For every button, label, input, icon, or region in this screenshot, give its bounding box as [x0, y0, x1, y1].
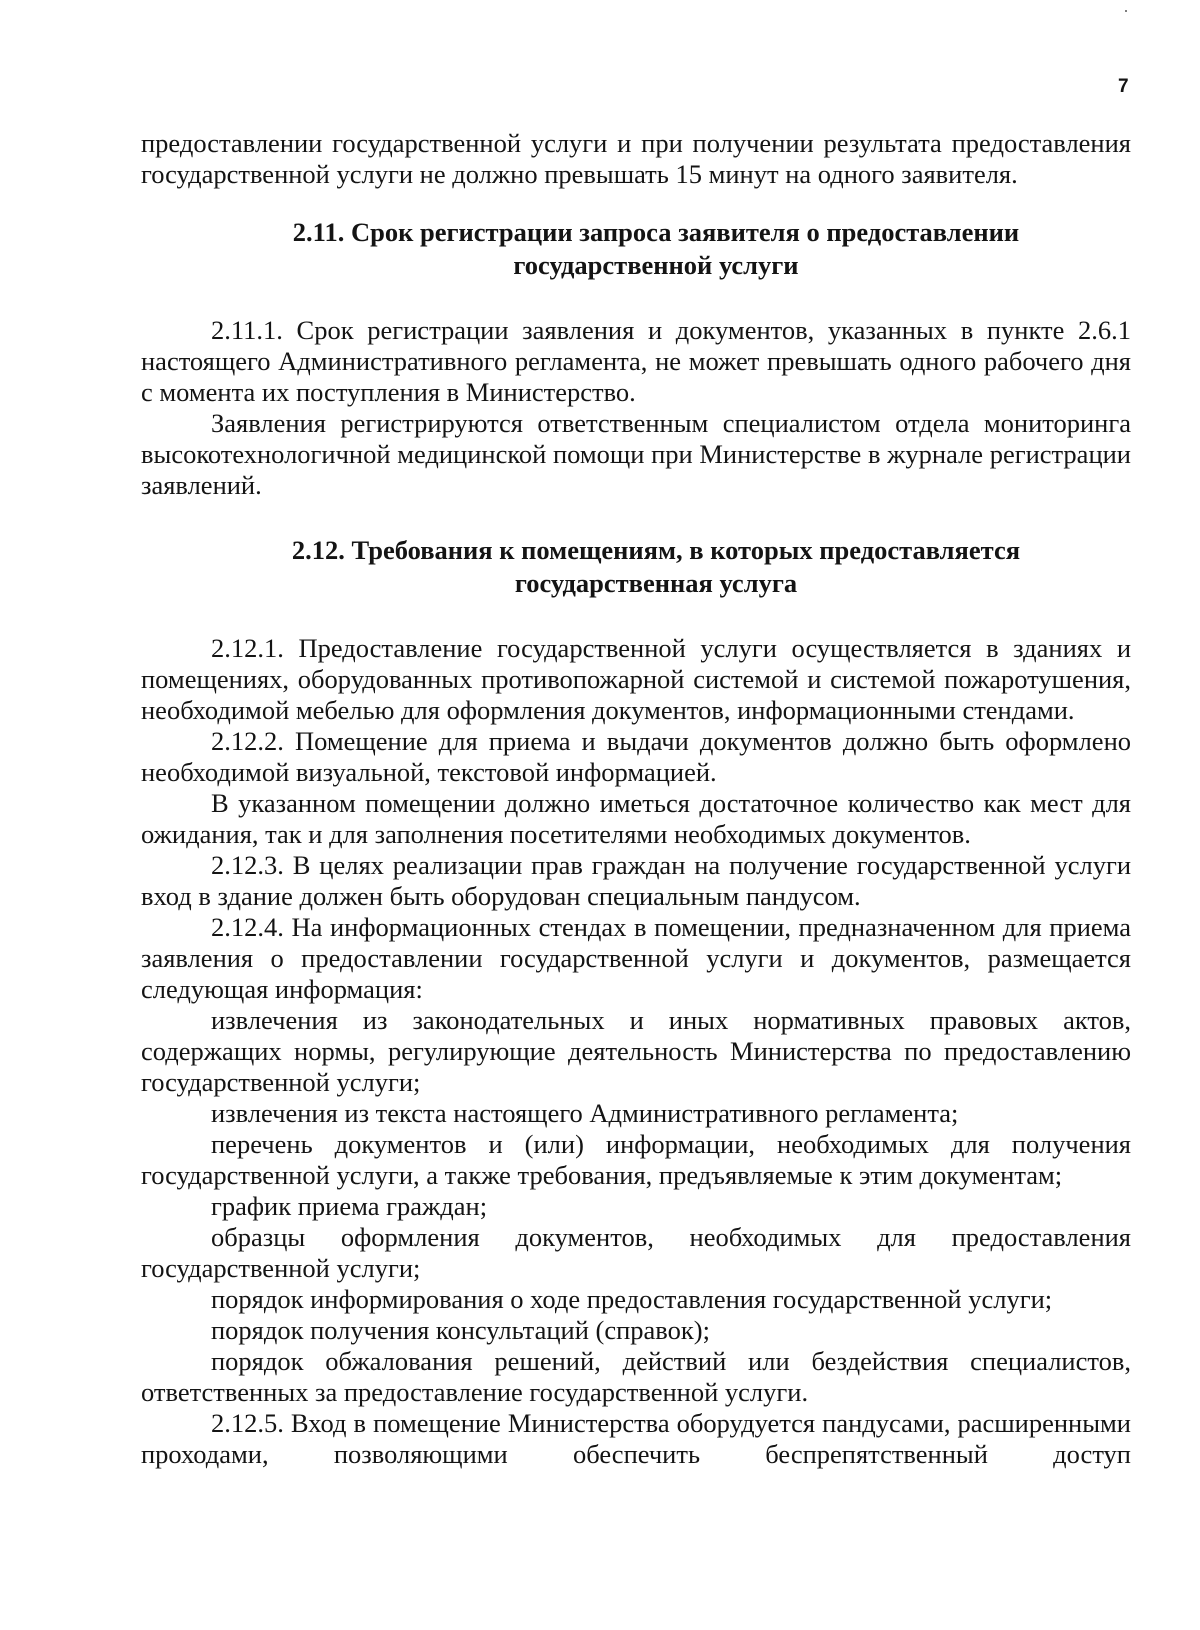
section-2-12-heading-line1: 2.12. Требования к помещениям, в которых предоставляется [291, 535, 1021, 565]
list-item-information-procedure: порядок информирования о ходе предоставления государственной услуги; [211, 1284, 1053, 1314]
list-item-sample-forms: образцы оформления документов, необходимых для предоставления государственной услуги; [141, 1222, 1131, 1283]
paragraph-2-12-3: 2.12.3. В целях реализации прав граждан на получение государственной услуги вход в здание должен быть оборудован специальным пандусом. [141, 850, 1131, 911]
list-item-consultation-procedure: порядок получения консультаций (справок); [211, 1315, 710, 1345]
paragraph-waiting-places: В указанном помещении должно иметься достаточное количество как мест для ожидания, так и для заполнения посетителями необходимых документов. [141, 788, 1131, 849]
paragraph-registration: Заявления регистрируются ответственным специалистом отдела мониторинга высокотехнологичной медицинской помощи при Министерстве в журнале регистрации заявлений. [141, 408, 1131, 500]
section-2-11-heading [141, 216, 1131, 282]
paragraph-2-11-1: 2.11.1. Срок регистрации заявления и документов, указанных в пункте 2.6.1 настоящего Административного регламента, не может превышать одного рабочего дня с момента их поступления в Министерство. [141, 315, 1131, 407]
page-number: 7 [1118, 76, 1129, 97]
list-item-document-list: перечень документов и (или) информации, необходимых для получения государственной услуги, а также требования, предъявляемые к этим документам; [141, 1129, 1131, 1190]
section-2-11-heading-line2: государственной услуги [513, 250, 799, 280]
paragraph-2-12-2: 2.12.2. Помещение для приема и выдачи документов должно быть оформлено необходимой визуальной, текстовой информацией. [141, 726, 1131, 787]
paragraph-2-12-5: 2.12.5. Вход в помещение Министерства оборудуется пандусами, расширенными проходами, позволяющими обеспечить беспрепятственный доступ [141, 1408, 1131, 1469]
paragraph-2-12-1: 2.12.1. Предоставление государственной услуги осуществляется в зданиях и помещениях, оборудованных противопожарной системой и системой пожаротушения, необходимой мебелью для оформления документов, информационными стендами. [141, 633, 1131, 725]
list-item-reception-schedule: график приема граждан; [211, 1191, 488, 1221]
section-2-11-body [141, 315, 1131, 501]
list-item-appeal-procedure: порядок обжалования решений, действий или бездействия специалистов, ответственных за предоставление государственной услуги. [141, 1346, 1131, 1407]
scan-speck [1125, 10, 1127, 12]
list-item-legal-extracts: извлечения из законодательных и иных нормативных правовых актов, содержащих нормы, регулирующие деятельность Министерства по предоставлению государственной услуги; [141, 1005, 1131, 1097]
paragraph-2-12-4: 2.12.4. На информационных стендах в помещении, предназначенном для приема заявления о предоставлении государственной услуги и документов, размещается следующая информация: [141, 912, 1131, 1004]
list-item-regulation-extracts: извлечения из текста настоящего Административного регламента; [211, 1098, 959, 1128]
section-2-12-heading [141, 534, 1131, 600]
section-2-11-heading-line1: 2.11. Срок регистрации запроса заявителя о предоставлении [292, 217, 1020, 247]
section-2-12-body [141, 633, 1131, 1470]
document-body [141, 128, 1131, 1470]
intro-paragraph: предоставлении государственной услуги и при получении результата предоставления государственной услуги не должно превышать 15 минут на одного заявителя. [141, 128, 1131, 189]
section-2-12-heading-line2: государственная услуга [514, 568, 798, 598]
